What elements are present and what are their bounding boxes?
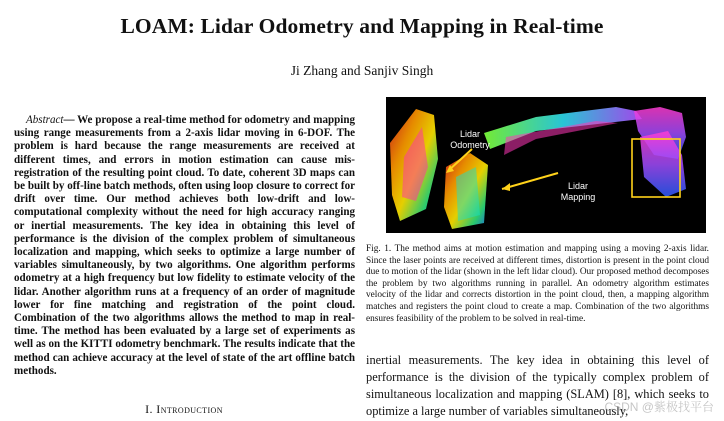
paper-authors: Ji Zhang and Sanjiv Singh — [290, 63, 434, 78]
figure-caption: Fig. 1. The method aims at motion estimation and mapping using a moving 2-axis lidar. Since the laser points are received at different times, distortion is present in the point cloud due to motion of the lidar (shown in the left lidar cloud). Our proposed method decomposes the problem by two algorithms running in parallel. An odometry algorithm estimates velocity of the lidar and corrects distortion in the point cloud, then, a mapping algorithm matches and registers the point cloud to create a map. Combination of the two algorithms ensures feasibility of the problem to be solved in real-time. — [366, 244, 709, 324]
abstract — [14, 114, 355, 378]
paper-title: LOAM: Lidar Odometry and Mapping in Real-time — [120, 14, 604, 38]
introduction-paragraph: inertial measurements. The key idea in obtaining this level of performance is the division of the typically complex problem of simultaneous localization and mapping (SLAM) [8], which seeks to optimize a large number of variables simultaneously, — [366, 353, 709, 418]
label-lidar-odometry-line2: Odometry — [450, 140, 490, 150]
mapping-arrow — [502, 173, 558, 189]
label-lidar-mapping-line1: Lidar — [567, 181, 589, 191]
section-heading-introduction: I. Introduction — [145, 402, 223, 416]
label-lidar-mapping-line2: Mapping — [560, 192, 596, 202]
abstract-lead: Abstract — [26, 114, 64, 126]
point-cloud-image — [386, 97, 706, 233]
abstract-text: — We propose a real-time method for odometry and mapping using range measurements from a 2-axis lidar moving in 6-DOF. The problem is hard because the range measurements are received at different times, and errors in motion estimation can cause mis-registration of the resulting point cloud. To date, coherent 3D maps can be built by off-line batch methods, often using loop closure to correct for drift over time. Our method achieves both low-drift and low-computational complexity without the need for high accuracy ranging or inertial measurements. The key idea in obtaining this level of performance is the division of the complex problem of simultaneous localization and mapping, which seeks to optimize a large number of variables simultaneously, by two algorithms. One algorithm performs odometry at a high frequency but low fidelity to estimate velocity of the lidar. Another algorithm runs at a frequency of an order of magnitude lower for fine matching and registration of the point cloud. Combination of the two algorithms allows the method to map in real-time. The method has been evaluated by a large set of experiments as well as on the KITTI odometry benchmark. The results indicate that the method can achieve accuracy at the level of state of the art offline batch methods. — [14, 114, 355, 377]
figure-lidar-map — [386, 97, 706, 233]
label-lidar-odometry-line1: Lidar — [459, 129, 481, 139]
watermark: CSDN @紫极找平台 — [604, 400, 714, 414]
